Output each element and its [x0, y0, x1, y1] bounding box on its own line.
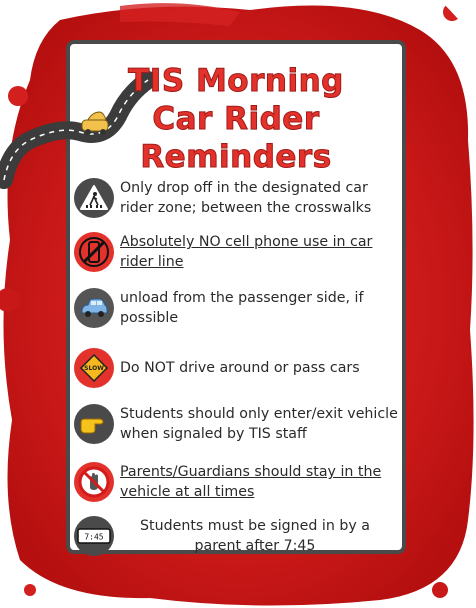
svg-text:7:45: 7:45: [84, 532, 104, 542]
reminder-text: Only drop off in the designated car rider zone; between the crosswalks: [120, 180, 372, 216]
no-phone-icon: [74, 232, 114, 272]
reminder-text: Parents/Guardians should stay in the vehicle at all times: [120, 464, 382, 500]
reminder-item-passenger-side: [74, 288, 400, 328]
title-line-3: Reminders: [140, 139, 332, 175]
title-line-1: TIS Morning: [128, 63, 344, 99]
slow-sign-icon: [74, 348, 114, 388]
reminder-text: unload from the passenger side, if possible: [120, 290, 364, 326]
car-icon: [74, 288, 114, 328]
svg-text:SLOW: SLOW: [84, 365, 104, 372]
clock-icon: [74, 516, 114, 556]
reminder-item-enter-exit: [74, 404, 400, 444]
reminder-item-crosswalk: [74, 178, 400, 218]
title-line-2: Car Rider: [152, 101, 320, 137]
reminder-text: Students should only enter/exit vehicle when signaled by TIS staff: [120, 406, 398, 442]
reminder-item-stay-in-vehicle: [74, 462, 400, 502]
pointing-hand-icon: [74, 404, 114, 444]
no-hand-icon: [74, 462, 114, 502]
page-title: [66, 62, 406, 176]
reminder-text: Absolutely NO cell phone use in car rider line: [120, 234, 373, 270]
reminder-item-sign-in: [74, 516, 400, 556]
reminder-text: Students must be signed in by a parent after 7:45: [140, 518, 370, 554]
crosswalk-icon: [74, 178, 114, 218]
reminder-item-no-passing: [74, 348, 400, 388]
reminder-text: Do NOT drive around or pass cars: [120, 360, 360, 376]
reminder-item-no-phone: [74, 232, 400, 272]
